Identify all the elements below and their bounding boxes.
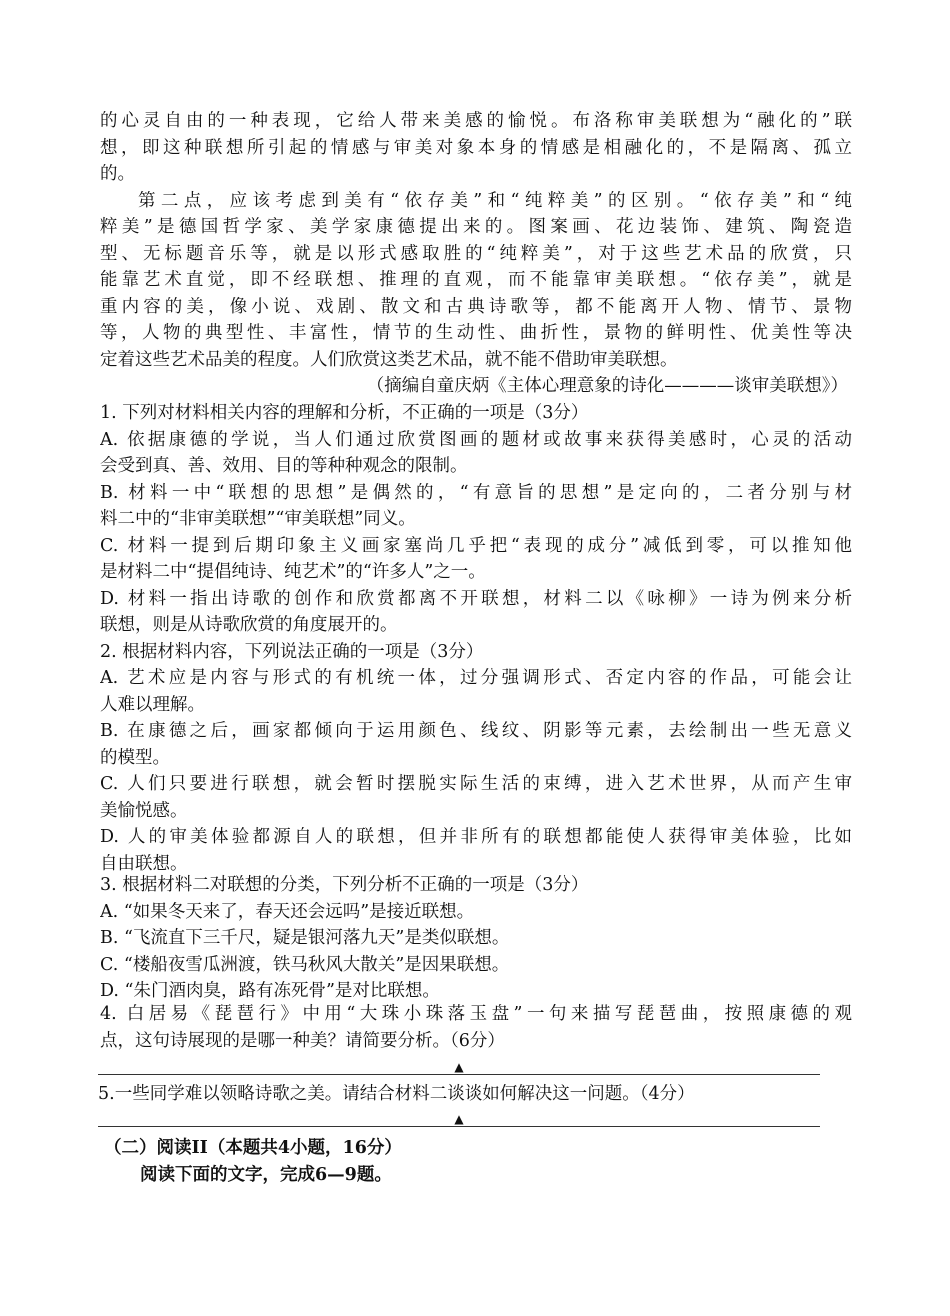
option-c: C. “楼船夜雪瓜洲渡，铁马秋风大散关”是因果联想。: [100, 954, 510, 975]
option-d: D. 材料一指出诗歌的创作和欣赏都离不开联想，材料二以《咏柳》一诗为例来分析: [100, 588, 852, 609]
option-c: C. 人们只要进行联想，就会暂时摆脱实际生活的束缚，进入艺术世界，从而产生审: [100, 774, 852, 794]
text-line: 等，人物的典型性、丰富性，情节的生动性、曲折性，景物的鲜明性、优美性等决: [100, 323, 852, 343]
question-stem: 3. 根据材料二对联想的分类，下列分析不正确的一项是（3分）: [100, 875, 589, 895]
question-stem: 1. 下列对材料相关内容的理解和分析，不正确的一项是（3分）: [100, 403, 589, 423]
source-citation: （摘编自童庆炳《主体心理意象的诗化————谈审美联想》）: [366, 376, 848, 396]
question-5: [98, 1080, 850, 1108]
text-line: 的心灵自由的一种表现，它给人带来美感的愉悦。布洛称审美联想为“融化的”联: [100, 111, 852, 131]
answer-marker: ▲: [454, 1112, 464, 1126]
text-line: 第二点，应该考虑到美有“依存美”和“纯粹美”的区别。“依存美”和“纯: [138, 190, 852, 211]
answer-line: [98, 1074, 820, 1075]
text-line: 型、无标题音乐等，就是以形式感取胜的“纯粹美”，对于这些艺术品的欣赏，只: [100, 243, 852, 264]
question-stem-cont: 点，这句诗展现的是哪一种美？请简要分析。（6分）: [100, 1030, 505, 1051]
option-a-cont: 人难以理解。: [100, 694, 205, 715]
option-b: B. 材料一中“联想的思想”是偶然的，“有意旨的思想”是定向的，二者分别与材: [100, 482, 852, 503]
answer-area-4[interactable]: [98, 1060, 820, 1075]
option-a: A. “如果冬天来了，春天还会远吗”是接近联想。: [100, 901, 475, 922]
option-c-cont: 是材料二中“提倡纯诗、纯艺术”的“许多人”之一。: [100, 562, 486, 582]
answer-marker: ▲: [454, 1060, 464, 1074]
option-a: A. 依据康德的学说，当人们通过欣赏图画的题材或故事来获得美感时，心灵的活动: [100, 429, 852, 450]
question-stem: 4. 白居易《琵琶行》中用“大珠小珠落玉盘”一句来描写琵琶曲，按照康德的观: [100, 1004, 852, 1024]
material-paragraph-1: [100, 108, 852, 188]
option-d-cont: 联想，则是从诗歌欣赏的角度展开的。: [100, 615, 398, 635]
option-a-cont: 会受到真、善、效用、目的等种种观念的限制。: [100, 456, 468, 476]
text-line: 能靠艺术直觉，即不经联想、推理的直观，而不能靠审美联想。“依存美”，就是: [100, 270, 852, 290]
text-line: 粹美”是德国哲学家、美学家康德提出来的。图案画、花边装饰、建筑、陶瓷造: [100, 217, 852, 237]
answer-line: [98, 1126, 820, 1127]
option-a: A. 艺术应是内容与形式的有机统一体，过分强调形式、否定内容的作品，可能会让: [100, 668, 852, 688]
question-stem: 5.一些同学难以领略诗歌之美。请结合材料二谈谈如何解决这一问题。（4分）: [98, 1084, 695, 1104]
section-instruction: 阅读下面的文字，完成6—9题。: [140, 1164, 392, 1185]
option-d: D. “朱门酒肉臭，路有冻死骨”是对比联想。: [100, 981, 440, 1001]
option-d: D. 人的审美体验都源自人的联想，但并非所有的联想都能使人获得审美体验，比如: [100, 827, 852, 847]
option-c: C. 材料一提到后期印象主义画家塞尚几乎把“表现的成分”减低到零，可以推知他: [100, 535, 852, 556]
text-line: 定着这些艺术品美的程度。人们欣赏这类艺术品，就不能不借助审美联想。: [100, 349, 678, 370]
text-line: 重内容的美，像小说、戏剧、散文和古典诗歌等，都不能离开人物、情节、景物: [100, 296, 852, 317]
option-d-cont: 自由联想。: [100, 853, 188, 874]
option-b-cont: 的模型。: [100, 747, 170, 768]
material-paragraph-2: [100, 188, 852, 400]
option-b: B. 在康德之后，画家都倾向于运用颜色、线纹、阴影等元素，去绘制出一些无意义: [100, 721, 852, 741]
text-line: 想，即这种联想所引起的情感与审美对象本身的情感是相融化的，不是隔离、孤立: [100, 137, 852, 158]
option-b-cont: 料二中的“非审美联想”“审美联想”同义。: [100, 509, 416, 529]
option-b: B. “飞流直下三千尺，疑是银河落九天”是类似联想。: [100, 928, 510, 948]
question-1: [100, 400, 852, 639]
option-c-cont: 美愉悦感。: [100, 800, 188, 821]
section-heading-block: [104, 1135, 856, 1188]
question-stem: 2. 根据材料内容，下列说法正确的一项是（3分）: [100, 641, 484, 662]
question-2: [100, 639, 852, 878]
section-heading: （二）阅读II（本题共4小题，16分）: [104, 1138, 402, 1158]
question-3: [100, 872, 852, 1005]
question-4: [100, 1001, 852, 1054]
answer-area-5[interactable]: [98, 1112, 820, 1127]
text-line: 的。: [100, 164, 135, 184]
